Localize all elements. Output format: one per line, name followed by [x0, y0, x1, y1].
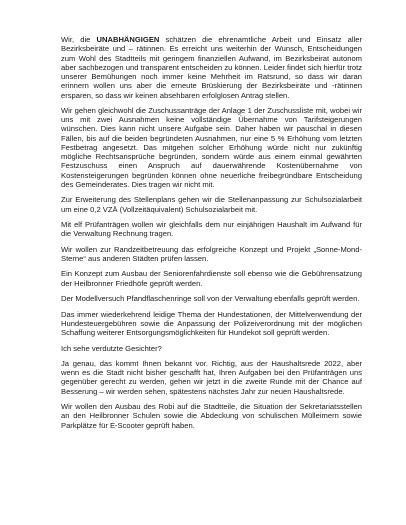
paragraph-budget-speech: Ja genau, das kommt Ihnen bekannt vor. Richtig, aus der Haushaltsrede 2022, aber wenn es die Stadt nicht bisher geschafft hat, Ihren Aufgaben bei den Prüfanträgen uns gegenüber gerecht zu werden, gehen wir jetzt in die zweite Runde mit der Chance auf Besserung – wir werden sehen, spätestens nächstes Jahr zur neuen Haushaltsrede. [61, 358, 362, 396]
party-name-emphasis: UNABHÄNGIGEN [96, 35, 160, 44]
paragraph-question: Ich sehe verdutzte Gesichter? [61, 343, 162, 353]
paragraph-childcare: Wir wollen zur Randzeitbetreuung das erfolgreiche Konzept und Projekt „Sonne-Mond-Sterne“ aus anderen Städten prüfen lassen. [61, 244, 362, 263]
paragraph-intro [61, 35, 362, 100]
paragraph-grant-applications: Wir gehen gleichwohl die Zuschussanträge der Anlage 1 der Zuschussliste mit, wobei wir uns mit zwei Ausnahmen keine vollständige Übernahme von Tarifsteigerungen wünschen. Dies kann nicht unsere Aufgabe sein. Daher haben wir pauschal in diesen Fällen, bis auf die beiden begründeten Ausnahmen, nur eine 5 % Erhöhung vom letzten Festbetrag angesetzt. Das mitgehen solcher Erhöhung würde nicht nur zukünftig mögliche Rechtsansprüche begründen, sondern würde aus einem einmal gewährten Festzuschuss einen Anspruch auf dauerwährende Kostenübernahme von Kostensteigerungen begründen können ohne neuerliche freibegründbare Entscheidung des Gemeinderates. Dies tragen wir nicht mit. [61, 105, 362, 189]
paragraph-staffing-plan: Zur Erweiterung des Stellenplans gehen wir die Stellenanpassung zur Schulsozialarbeit um eine 0,2 VZÄ (Vollzeitäquivalent) Schulsozialarbeit mit. [61, 195, 362, 214]
paragraph-intro-prefix: Wir, die [61, 35, 97, 44]
paragraph-senior-transport: Ein Konzept zum Ausbau der Seniorenfahrdienste soll ebenso wie die Gebührensatzung der Heilbronner Friedhöfe geprüft werden. [61, 269, 362, 288]
paragraph-intro-body: schätzen die ehrenamtliche Arbeit und Einsatz aller Bezirksbeiräte und – rätinnen. Es erreicht uns weiterhin der Wunsch, Entscheidungen zum Wohl des Stadtteils mit geringem finanziellen Aufwand, im Bezirksbeirat autonom aber sachbezogen und transparent entscheiden zu können. Leider findet sich hierfür trotz unserer Bemühungen noch immer keine Mehrheit im Ratsrund, so dass wir daran erinnern wollen uns aber die erneute Brüskierung der Bezirksbeiräte und -rätinnen ersparen, so dass wir keinen absehbaren erfolglosen Antrag stellen. [61, 35, 362, 100]
paragraph-review-requests: Mit elf Prüfanträgen wollen wir gleichfalls dem nur einjährigen Haushalt im Aufwand für die Verwaltung Rechnung tragen. [61, 220, 362, 239]
paragraph-robi-expansion: Wir wollen den Ausbau des Robi auf die Stadtteile, die Situation der Sekretariatsstellen an den Heilbronner Schulen sowie die Abdeckung von schulischen Mülleimern sowie Parkplätze für E-Scooter geprüft haben. [61, 402, 362, 430]
paragraph-deposit-rings: Der Modellversuch Pfandflaschenringe soll von der Verwaltung ebenfalls geprüft werden. [61, 294, 360, 304]
paragraph-dog-stations: Das immer wiederkehrend leidige Thema der Hundestationen, der Mittelverwendung der Hundesteuergebühren sowie die Anpassung der Polizeiverordnung mit der möglichen Schaffung weiterer Entsorgungsmöglichkeiten für Hundekot soll geprüft werden. [61, 309, 362, 338]
